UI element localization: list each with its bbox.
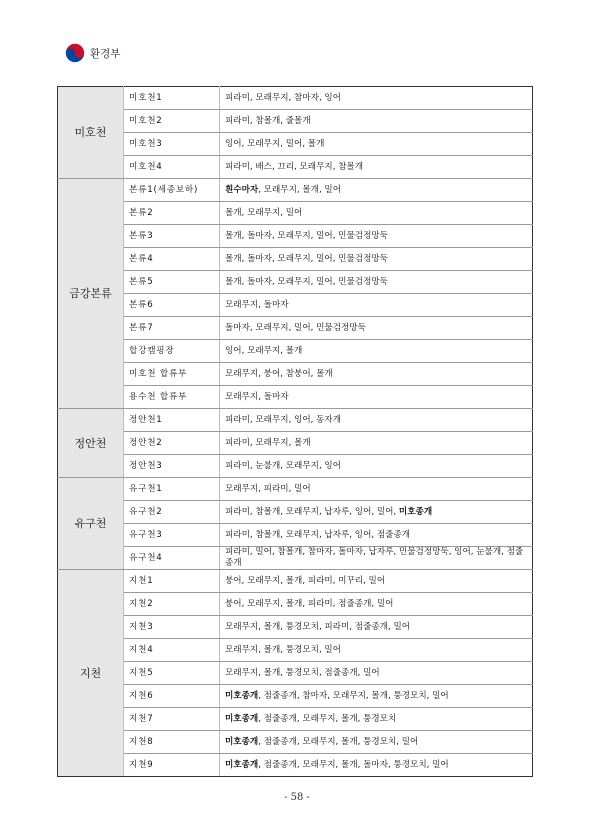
table-row [58,432,533,455]
site-cell: 합강캠핑장 [124,340,220,363]
site-cell: 유구천3 [124,524,220,547]
species-text: 피라미, 눈불개, 모래무지, 잉어 [225,460,342,471]
species-text: , 점줄종개, 모래무지, 몰개, 돌마자, 퉁경모치, 밀어 [258,759,449,770]
species-cell [220,547,533,570]
species-cell [220,731,533,754]
species-text: 피라미, 참몰개, 줄몰개 [225,115,311,126]
page-header [65,43,120,63]
site-cell: 정안천1 [124,409,220,432]
site-cell: 용수천 합류부 [124,386,220,409]
species-cell [220,501,533,524]
species-text: 모래무지, 몰개, 퉁경모치, 피라미, 점줄종개, 밀어 [225,621,411,632]
table-row [58,202,533,225]
ministry-name: 환경부 [90,47,121,60]
species-text: , 모래무지, 몰개, 밀어 [258,184,342,195]
table-row [58,179,533,202]
species-text: 모래무지, 돌마자 [225,299,289,310]
site-cell: 본류7 [124,317,220,340]
species-text: 붕어, 모래무지, 몰개, 피라미, 점줄종개, 밀어 [225,598,394,609]
table-row [58,225,533,248]
fish-species-table [57,86,533,777]
species-text: 모래무지, 돌마자 [225,391,289,402]
table-row [58,133,533,156]
table-row [58,317,533,340]
table-row [58,455,533,478]
species-cell [220,570,533,593]
site-cell: 유구천4 [124,547,220,570]
species-text: 피라미, 밀어, 참몰개, 참마자, 돌마자, 납자루, 민물검정망둑, 잉어, 눈불개, 점줄종개 [225,547,524,568]
species-cell [220,87,533,110]
table-row [58,478,533,501]
site-cell: 지천2 [124,593,220,616]
site-cell: 지천6 [124,685,220,708]
table-row [58,248,533,271]
site-cell: 정안천3 [124,455,220,478]
table-row [58,685,533,708]
species-text: 피라미, 모래무지, 참마자, 잉어 [225,92,342,103]
species-text: 피라미, 참몰개, 모래무지, 납자루, 잉어, 점줄종개 [225,529,411,540]
species-cell [220,110,533,133]
species-text: 잉어, 모래무지, 몰개 [225,345,303,356]
highlighted-species: 미호종개 [225,736,259,747]
site-cell: 본류5 [124,271,220,294]
species-text: 잉어, 모래무지, 밀어, 몰개 [225,138,325,149]
table-row [58,570,533,593]
highlighted-species: 미호종개 [225,690,259,701]
table-row [58,754,533,777]
site-cell: 본류4 [124,248,220,271]
species-cell [220,432,533,455]
species-text: 붕어, 모래무지, 몰개, 피라미, 미꾸리, 밀어 [225,575,386,586]
page-number: - 58 - [284,792,310,803]
species-cell [220,317,533,340]
highlighted-species: 미호종개 [225,713,259,724]
species-text: 피라미, 배스, 끄리, 모래무지, 참몰개 [225,161,364,172]
site-cell: 정안천2 [124,432,220,455]
species-text: 몰개, 돌마자, 모래무지, 밀어, 민물검정망둑 [225,253,388,264]
species-cell [220,202,533,225]
site-cell: 미호천4 [124,156,220,179]
highlighted-species: 미호종개 [225,759,259,770]
species-cell [220,708,533,731]
highlighted-species: 미호종개 [398,506,433,517]
species-cell [220,616,533,639]
region-cell: 미호천 [58,87,124,179]
table-row [58,501,533,524]
species-text: 몰개, 돌마자, 모래무지, 밀어, 민물검정망둑 [225,230,388,241]
site-cell: 지천5 [124,662,220,685]
species-text: 모래무지, 몰개, 퉁경모치, 밀어 [225,644,342,655]
species-cell [220,363,533,386]
table-row [58,593,533,616]
species-cell [220,639,533,662]
species-cell [220,225,533,248]
species-text: 모래무지, 몰개, 퉁경모치, 점줄종개, 밀어 [225,667,380,678]
species-cell [220,179,533,202]
species-text: 모래무지, 붕어, 참붕어, 몰개 [225,368,333,379]
species-cell [220,754,533,777]
species-cell [220,386,533,409]
table-row [58,662,533,685]
region-cell: 금강본류 [58,179,124,409]
table-row [58,110,533,133]
species-text: , 점줄종개, 모래무지, 몰개, 퉁경모치, 밀어 [258,736,419,747]
site-cell: 지천7 [124,708,220,731]
site-cell: 본류3 [124,225,220,248]
site-cell: 본류6 [124,294,220,317]
site-cell: 지천8 [124,731,220,754]
site-cell: 미호천 합류부 [124,363,220,386]
region-cell: 유구천 [58,478,124,570]
table-row [58,616,533,639]
table-row [58,547,533,570]
species-cell [220,455,533,478]
table-row [58,87,533,110]
site-cell: 지천3 [124,616,220,639]
species-cell [220,478,533,501]
government-logo-icon [65,43,85,63]
species-text: , 점줄종개, 모래무지, 몰개, 퉁경모치 [258,713,397,724]
table-row [58,708,533,731]
site-cell: 지천9 [124,754,220,777]
species-cell [220,248,533,271]
table-row [58,731,533,754]
species-text: 피라미, 참몰개, 모래무지, 납자루, 잉어, 밀어, [225,506,399,517]
table-row [58,363,533,386]
table-row [58,294,533,317]
highlighted-species: 흰수마자 [225,184,259,195]
species-text: 모래무지, 피라미, 밀어 [225,483,311,494]
species-cell [220,524,533,547]
species-cell [220,685,533,708]
table-row [58,340,533,363]
species-cell [220,409,533,432]
table-row [58,156,533,179]
species-cell [220,133,533,156]
table-row [58,386,533,409]
species-text: 몰개, 돌마자, 모래무지, 밀어, 민물검정망둑 [225,276,388,287]
site-cell: 유구천1 [124,478,220,501]
site-cell: 본류2 [124,202,220,225]
table-row [58,271,533,294]
species-text: 피라미, 모래무지, 몰개 [225,437,311,448]
species-cell [220,593,533,616]
species-cell [220,156,533,179]
species-cell [220,294,533,317]
table-row [58,409,533,432]
species-text: , 점줄종개, 참마자, 모래무지, 몰개, 퉁경모치, 밀어 [258,690,449,701]
species-text: 몰개, 모래무지, 밀어 [225,207,303,218]
table-row [58,639,533,662]
region-cell: 정안천 [58,409,124,478]
species-text: 돌마자, 모래무지, 밀어, 민물검정망둑 [225,322,366,333]
site-cell: 지천1 [124,570,220,593]
site-cell: 미호천2 [124,110,220,133]
species-cell [220,271,533,294]
site-cell: 본류1(세종보하) [124,179,220,202]
species-cell [220,340,533,363]
region-cell: 지천 [58,570,124,777]
species-cell [220,662,533,685]
table-row [58,524,533,547]
species-text: 피라미, 모래무지, 잉어, 동자개 [225,414,342,425]
site-cell: 미호천1 [124,87,220,110]
site-cell: 미호천3 [124,133,220,156]
site-cell: 유구천2 [124,501,220,524]
site-cell: 지천4 [124,639,220,662]
